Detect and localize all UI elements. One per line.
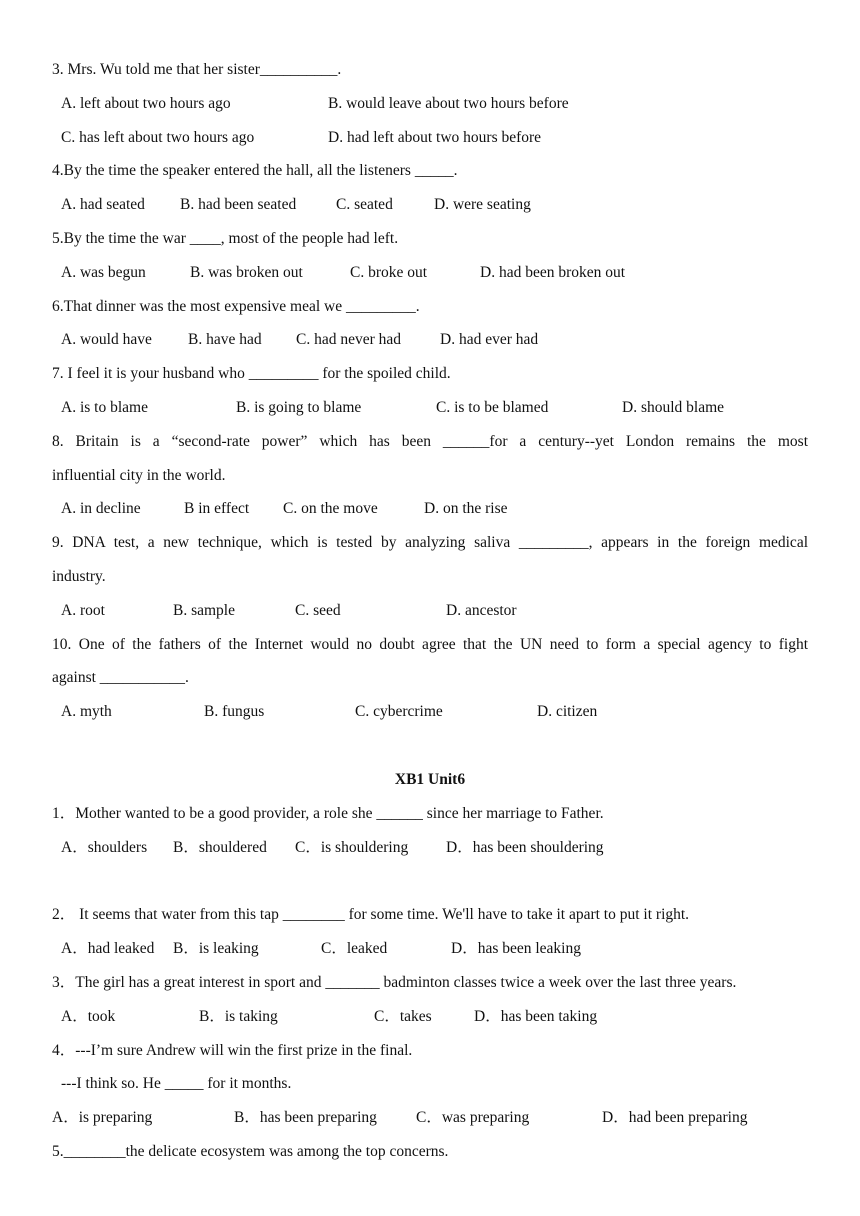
unit6-question-2-option-c: C．leaked bbox=[321, 940, 388, 957]
question-9-option-c: C. seed bbox=[295, 602, 341, 619]
question-4-option-d: D. were seating bbox=[434, 196, 531, 213]
question-7-option-c: C. is to be blamed bbox=[436, 399, 549, 416]
question-10-stem-line-2: against ___________. bbox=[52, 669, 189, 686]
unit6-question-4-option-b: B．has been preparing bbox=[234, 1109, 377, 1126]
question-6-option-c: C. had never had bbox=[296, 331, 402, 348]
unit6-question-3-option-b: B．is taking bbox=[199, 1008, 278, 1025]
question-3-option-c: C. has left about two hours ago bbox=[61, 129, 255, 146]
question-8-stem-line-1: 8. Britain is a “second-rate power” which has been ______for a century--yet London remains the most bbox=[52, 433, 808, 450]
unit6-question-3-option-c: C．takes bbox=[374, 1008, 432, 1025]
question-4-stem: 4.By the time the speaker entered the hall, all the listeners _____. bbox=[52, 162, 458, 179]
question-3-option-a: A. left about two hours ago bbox=[61, 95, 231, 112]
question-7-option-b: B. is going to blame bbox=[236, 399, 362, 416]
question-8-option-b: B in effect bbox=[184, 500, 250, 517]
question-8-option-d: D. on the rise bbox=[424, 500, 508, 517]
question-3-stem: 3. Mrs. Wu told me that her sister__________. bbox=[52, 61, 342, 78]
unit6-question-3-option-d: D．has been taking bbox=[474, 1008, 598, 1025]
unit6-question-2-option-b: B．is leaking bbox=[173, 940, 259, 957]
unit6-question-1-option-b: B．shouldered bbox=[173, 839, 267, 856]
question-10-stem-line-1: 10. One of the fathers of the Internet would no doubt agree that the UN need to form a special agency to fight bbox=[52, 636, 808, 653]
unit6-question-2-stem: 2． It seems that water from this tap ________ for some time. We'll have to take it apart to put it right. bbox=[52, 906, 690, 923]
question-10-option-c: C. cybercrime bbox=[355, 703, 443, 720]
unit6-question-3-stem: 3．The girl has a great interest in sport and _______ badminton classes twice a week over the last three years. bbox=[52, 974, 737, 991]
question-5-stem: 5.By the time the war ____, most of the people had left. bbox=[52, 230, 399, 247]
unit6-question-4-option-d: D．had been preparing bbox=[602, 1109, 748, 1126]
unit6-question-4-stem-line-1: 4．---I’m sure Andrew will win the first prize in the final. bbox=[52, 1042, 413, 1059]
question-5-option-c: C. broke out bbox=[350, 264, 428, 281]
question-9-stem-line-2: industry. bbox=[52, 568, 106, 585]
unit6-question-4-option-a: A．is preparing bbox=[52, 1109, 153, 1126]
unit6-question-2-option-d: D．has been leaking bbox=[451, 940, 581, 957]
unit6-question-4-option-c: C．was preparing bbox=[416, 1109, 530, 1126]
question-8-option-c: C. on the move bbox=[283, 500, 378, 517]
question-6-option-d: D. had ever had bbox=[440, 331, 539, 348]
question-8-option-a: A. in decline bbox=[61, 500, 141, 517]
question-9-option-a: A. root bbox=[61, 602, 105, 619]
question-5-option-b: B. was broken out bbox=[190, 264, 303, 281]
unit6-question-2-option-a: A．had leaked bbox=[61, 940, 155, 957]
question-10-option-d: D. citizen bbox=[537, 703, 598, 720]
question-4-option-c: C. seated bbox=[336, 196, 393, 213]
question-9-option-d: D. ancestor bbox=[446, 602, 517, 619]
question-6-option-b: B. have had bbox=[188, 331, 262, 348]
unit6-question-1-option-a: A．shoulders bbox=[61, 839, 148, 856]
question-10-option-a: A. myth bbox=[61, 703, 112, 720]
unit6-question-4-stem-line-2: ---I think so. He _____ for it months. bbox=[61, 1075, 292, 1092]
question-6-option-a: A. would have bbox=[61, 331, 152, 348]
question-7-option-d: D. should blame bbox=[622, 399, 725, 416]
question-10-option-b: B. fungus bbox=[204, 703, 265, 720]
unit6-question-5-stem: 5.________the delicate ecosystem was among the top concerns. bbox=[52, 1143, 449, 1160]
question-5-option-d: D. had been broken out bbox=[480, 264, 626, 281]
unit6-question-1-stem: 1．Mother wanted to be a good provider, a role she ______ since her marriage to Father. bbox=[52, 805, 604, 822]
question-7-stem: 7. I feel it is your husband who _________ for the spoiled child. bbox=[52, 365, 451, 382]
question-4-option-a: A. had seated bbox=[61, 196, 145, 213]
unit6-question-1-option-c: C．is shouldering bbox=[295, 839, 409, 856]
question-3-option-b: B. would leave about two hours before bbox=[328, 95, 569, 112]
question-5-option-a: A. was begun bbox=[61, 264, 146, 281]
question-4-option-b: B. had been seated bbox=[180, 196, 297, 213]
section-heading: XB1 Unit6 bbox=[394, 771, 466, 788]
question-9-stem-line-1: 9. DNA test, a new technique, which is tested by analyzing saliva _________, appears in the foreign medical bbox=[52, 534, 808, 551]
unit6-question-1-option-d: D．has been shouldering bbox=[446, 839, 604, 856]
question-8-stem-line-2: influential city in the world. bbox=[52, 467, 226, 484]
question-6-stem: 6.That dinner was the most expensive meal we _________. bbox=[52, 298, 420, 315]
question-7-option-a: A. is to blame bbox=[61, 399, 148, 416]
question-9-option-b: B. sample bbox=[173, 602, 235, 619]
question-3-option-d: D. had left about two hours before bbox=[328, 129, 542, 146]
unit6-question-3-option-a: A．took bbox=[61, 1008, 116, 1025]
